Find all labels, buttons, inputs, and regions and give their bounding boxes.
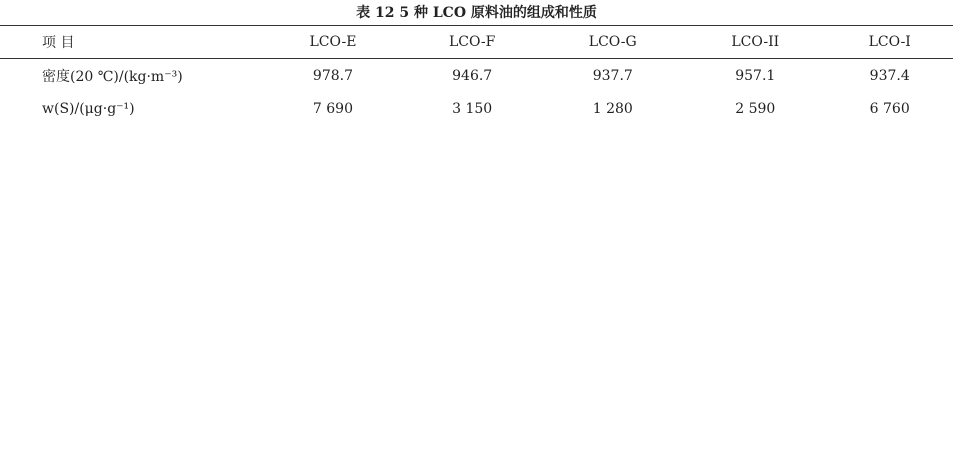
- cell: 937.4: [869, 67, 910, 84]
- cell: 978.7: [312, 67, 353, 84]
- cell: 6 760: [869, 100, 910, 117]
- cell: 2 590: [735, 100, 776, 117]
- cell: 3 150: [452, 100, 493, 117]
- col-header: 项 目: [0, 26, 263, 59]
- table-title: 表 12 5 种 LCO 原料油的组成和性质: [356, 5, 597, 21]
- col-header: LCO-E: [263, 26, 403, 59]
- header-row: [0, 26, 953, 59]
- cell: w(S)/(μg·g⁻¹): [42, 100, 135, 117]
- col-header: LCO-II: [684, 26, 826, 59]
- col-header: LCO-I: [826, 26, 953, 59]
- lco-table: [0, 25, 953, 125]
- cell: 密度(20 ℃)/(kg·m⁻³): [42, 68, 183, 85]
- col-header: LCO-G: [541, 26, 684, 59]
- cell: 957.1: [735, 67, 776, 84]
- cell: 946.7: [452, 67, 493, 84]
- cell: 7 690: [312, 100, 353, 117]
- col-header: LCO-F: [403, 26, 542, 59]
- table-row: [0, 92, 953, 125]
- cell: 1 280: [592, 100, 633, 117]
- table-row: [0, 59, 953, 93]
- cell: 937.7: [592, 67, 633, 84]
